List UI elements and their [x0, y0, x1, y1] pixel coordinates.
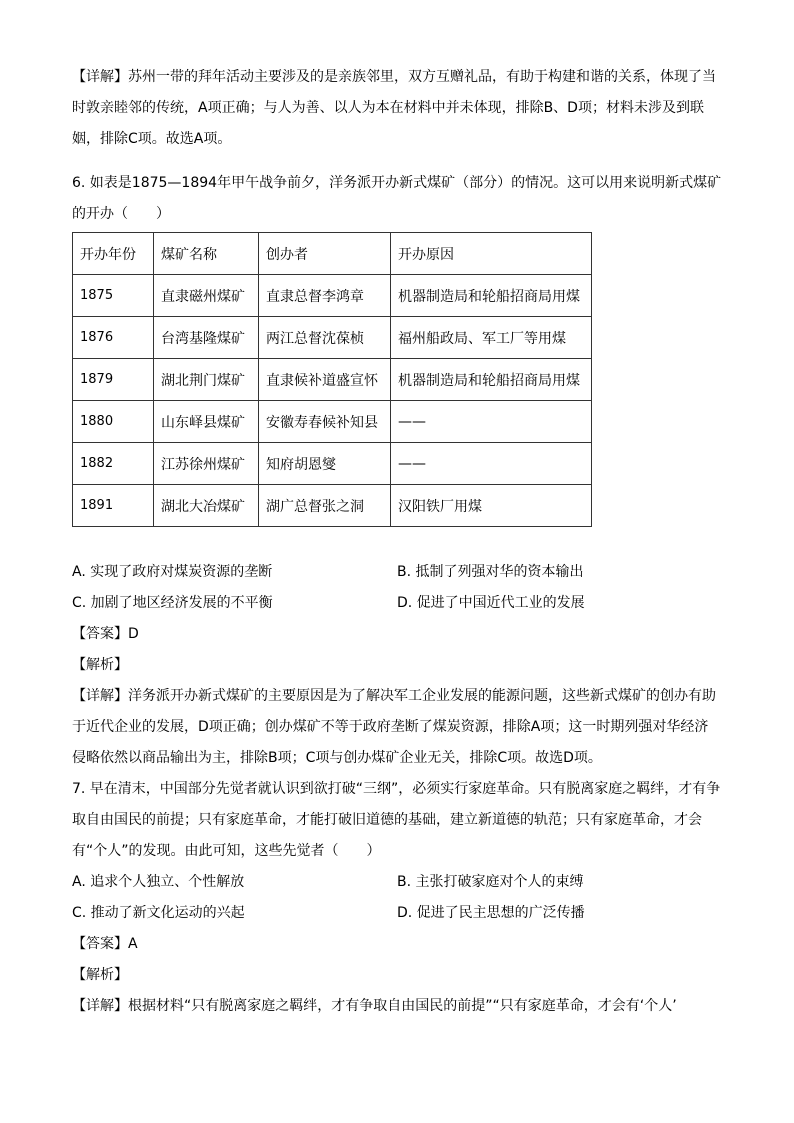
table-cell: 直隶总督李鸿章	[259, 275, 391, 317]
option-b: B. 主张打破家庭对个人的束缚	[397, 874, 584, 890]
option-c: C. 加剧了地区经济发展的不平衡	[72, 595, 273, 611]
table-row	[73, 275, 592, 317]
table-cell: 机器制造局和轮船招商局用煤	[391, 359, 592, 401]
table-row	[73, 485, 592, 527]
table-cell: 1880	[73, 401, 154, 443]
table-row	[73, 443, 592, 485]
table-cell: 1876	[73, 317, 154, 359]
table-row	[73, 401, 592, 443]
prev-detail-paragraph	[72, 62, 722, 155]
table-cell: 直隶磁州煤矿	[154, 275, 259, 317]
question-6-analysis-label: 【解析】	[72, 657, 128, 673]
table-cell: 汉阳铁厂用煤	[391, 485, 592, 527]
table-header-row	[73, 233, 592, 275]
table-header-cell: 创办者	[259, 233, 391, 275]
answer-label: 【答案】	[72, 626, 128, 642]
option-a: A. 实现了政府对煤炭资源的垄断	[72, 564, 273, 580]
detail-label: 【详解】	[72, 69, 128, 85]
option-d: D. 促进了民主思想的广泛传播	[397, 905, 585, 921]
option-b: B. 抵制了列强对华的资本输出	[397, 564, 584, 580]
detail-text: 苏州一带的拜年活动主要涉及的是亲族邻里，双方互赠礼品，有助于构建和谐的关系，体现了当时敦亲睦邻的传统，A项正确；与人为善、以人为本在材料中并未体现，排除B、D项；材料未涉及到联姻，排除C项。故选A项。	[72, 69, 716, 147]
table-header-cell: 开办年份	[73, 233, 154, 275]
document-page	[72, 62, 722, 1022]
table-row	[73, 317, 592, 359]
question-6-stem: 6. 如表是1875—1894年甲午战争前夕，洋务派开办新式煤矿（部分）的情况。这可以用来说明新式煤矿的开办（ ）	[72, 175, 722, 222]
table-cell: 湖北荆门煤矿	[154, 359, 259, 401]
option-d: D. 促进了中国近代工业的发展	[397, 595, 585, 611]
question-7-analysis-label: 【解析】	[72, 967, 128, 983]
table-cell: 江苏徐州煤矿	[154, 443, 259, 485]
detail-text: 洋务派开办新式煤矿的主要原因是为了解决军工企业发展的能源问题，这些新式煤矿的创办有助于近代企业的发展，D项正确；创办煤矿不等于政府垄断了煤炭资源，排除A项；这一时期列强对华经济侵略依然以商品输出为主，排除B项；C项与创办煤矿企业无关，排除C项。故选D项。	[72, 688, 716, 766]
table-cell: ——	[391, 443, 592, 485]
question-7-stem: 7. 早在清末，中国部分先觉者就认识到欲打破“三纲”，必须实行家庭革命。只有脱离家庭之羁绊，才有争取自由国民的前提；只有家庭革命，才能打破旧道德的基础，建立新道德的轨范；只有家庭革命，才会有“个人”的发现。由此可知，这些先觉者（ ）	[72, 781, 721, 859]
table-cell: 山东峄县煤矿	[154, 401, 259, 443]
table-cell: 湖广总督张之洞	[259, 485, 391, 527]
answer-value: A	[128, 936, 138, 952]
detail-label: 【详解】	[72, 688, 128, 704]
option-c: C. 推动了新文化运动的兴起	[72, 905, 245, 921]
table-cell: 1882	[73, 443, 154, 485]
table-cell: 安徽寿春候补知县	[259, 401, 391, 443]
coal-mine-table	[72, 232, 592, 527]
table-cell: 台湾基隆煤矿	[154, 317, 259, 359]
question-6-answer	[72, 619, 722, 650]
table-cell: 福州船政局、军工厂等用煤	[391, 317, 592, 359]
table-cell: 1891	[73, 485, 154, 527]
table-cell: 两江总督沈葆桢	[259, 317, 391, 359]
table-cell: 湖北大冶煤矿	[154, 485, 259, 527]
question-6-options	[72, 557, 722, 619]
table-cell: 知府胡恩燮	[259, 443, 391, 485]
question-7-detail	[72, 991, 722, 1022]
table-cell: 1875	[73, 275, 154, 317]
table-cell: 直隶候补道盛宣怀	[259, 359, 391, 401]
table-row	[73, 359, 592, 401]
table-header-cell: 开办原因	[391, 233, 592, 275]
detail-text: 根据材料“只有脱离家庭之羁绊，才有争取自由国民的前提”“只有家庭革命，才会有‘个人’	[128, 998, 677, 1014]
question-7-options	[72, 867, 722, 929]
answer-value: D	[128, 626, 139, 642]
table-cell: 1879	[73, 359, 154, 401]
question-6-detail	[72, 681, 722, 774]
table-cell: ——	[391, 401, 592, 443]
detail-label: 【详解】	[72, 998, 128, 1014]
table-header-cell: 煤矿名称	[154, 233, 259, 275]
answer-label: 【答案】	[72, 936, 128, 952]
option-a: A. 追求个人独立、个性解放	[72, 874, 245, 890]
table-cell: 机器制造局和轮船招商局用煤	[391, 275, 592, 317]
question-7-answer	[72, 929, 722, 960]
